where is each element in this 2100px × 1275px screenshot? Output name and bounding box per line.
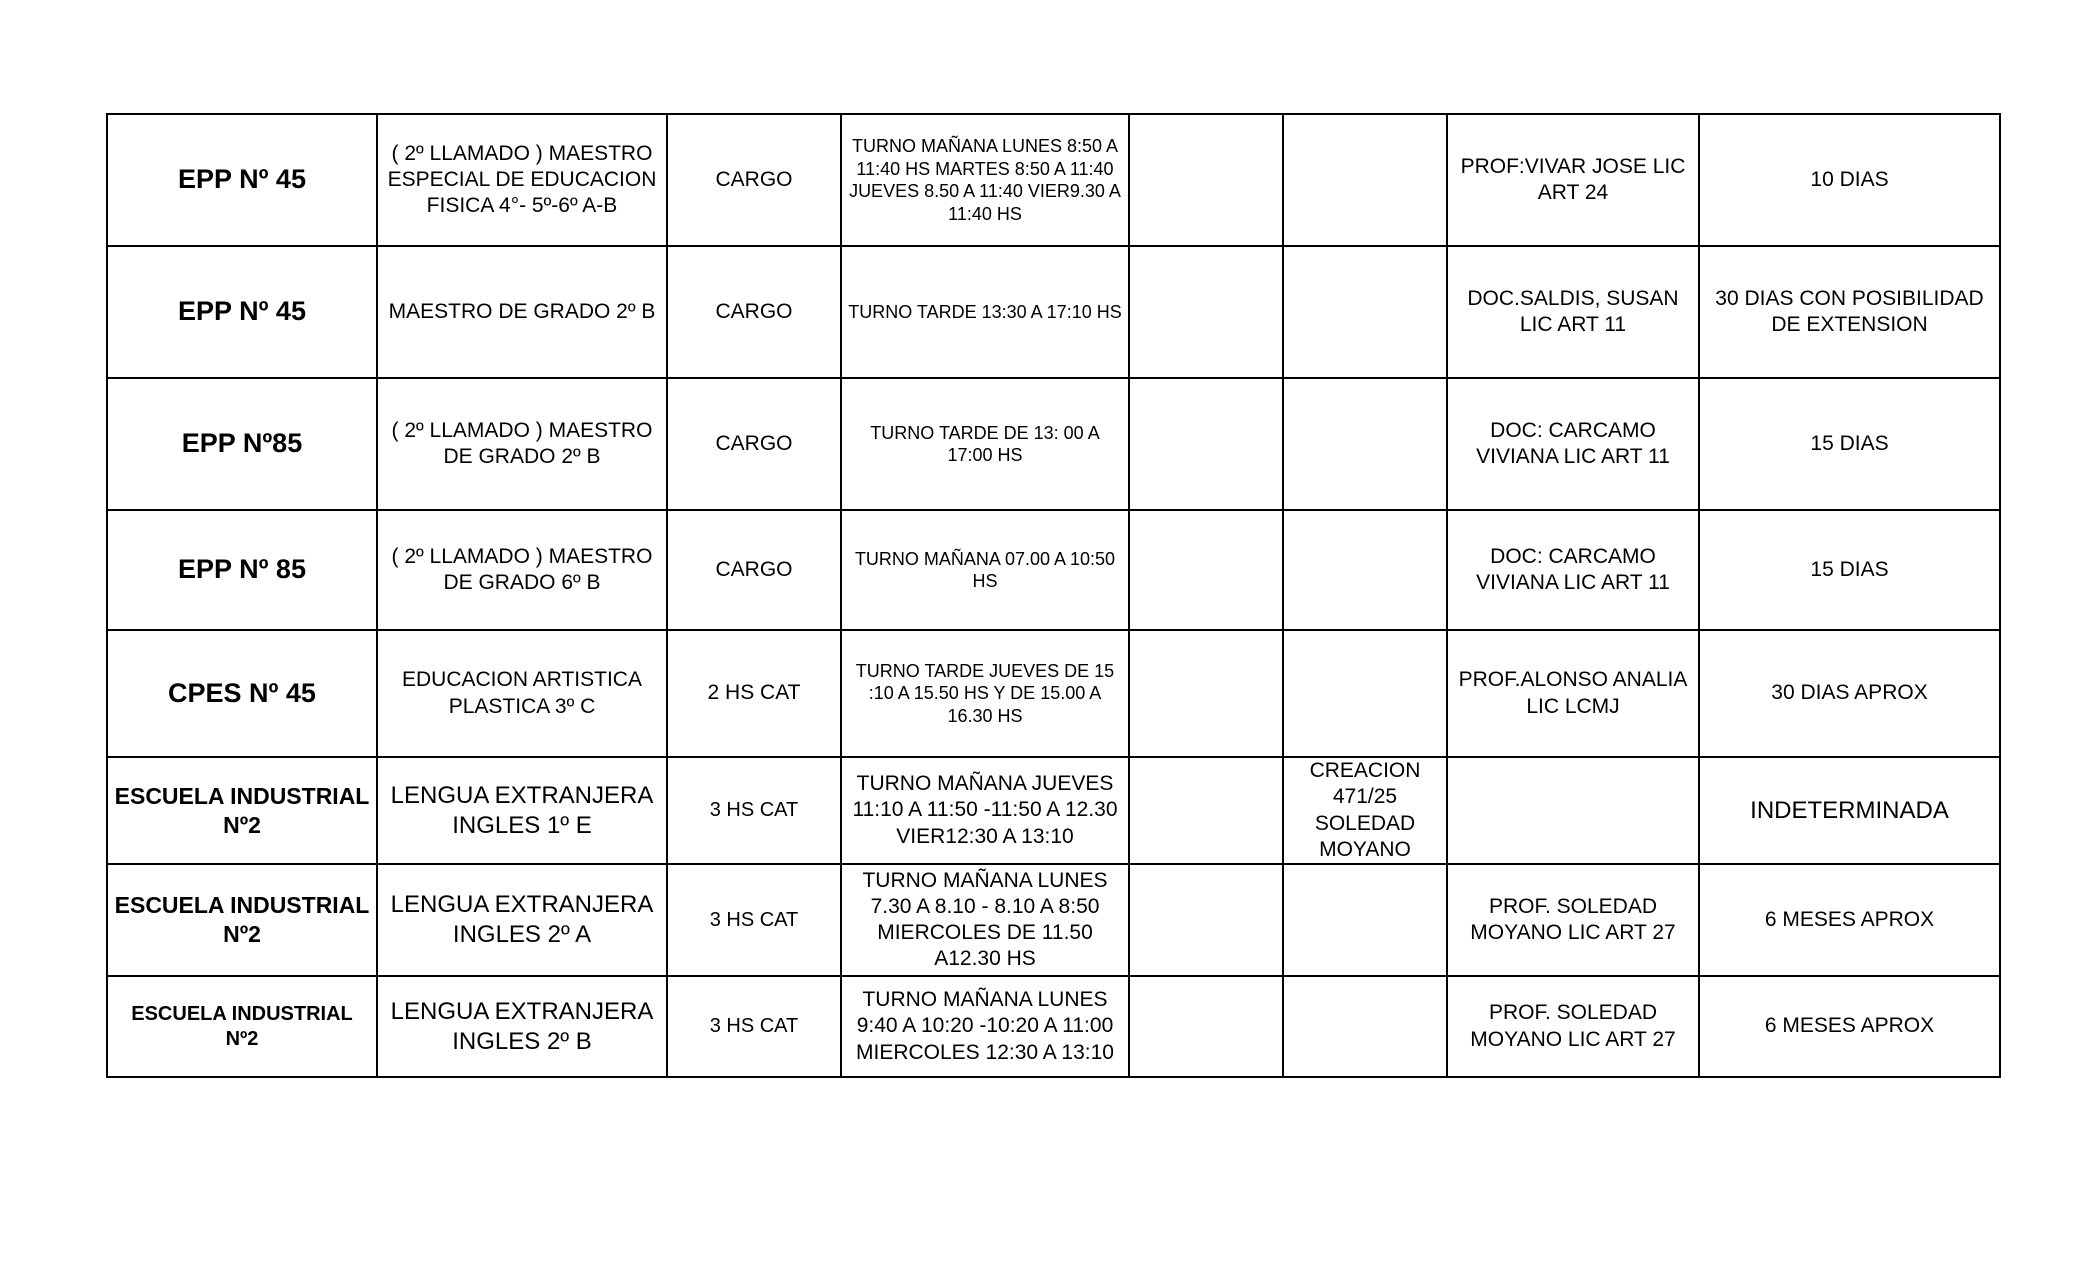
- empty-cell: [1129, 976, 1283, 1077]
- replaces-cell: PROF. SOLEDAD MOYANO LIC ART 27: [1447, 976, 1699, 1077]
- school-cell: EPP Nº85: [107, 378, 377, 510]
- type-cell: CARGO: [667, 510, 841, 630]
- type-cell: 2 HS CAT: [667, 630, 841, 757]
- replaces-cell: DOC: CARCAMO VIVIANA LIC ART 11: [1447, 510, 1699, 630]
- empty-cell: [1129, 864, 1283, 976]
- schedule-cell: TURNO MAÑANA LUNES 9:40 A 10:20 -10:20 A 11:00 MIERCOLES 12:30 A 13:10: [841, 976, 1129, 1077]
- role-cell: ( 2º LLAMADO ) MAESTRO DE GRADO 6º B: [377, 510, 667, 630]
- duration-cell: 15 DIAS: [1699, 510, 2000, 630]
- resolution-cell: [1283, 246, 1447, 378]
- type-cell: CARGO: [667, 114, 841, 246]
- schedule-cell: TURNO MAÑANA LUNES 8:50 A 11:40 HS MARTES 8:50 A 11:40 JUEVES 8.50 A 11:40 VIER9.30 A 11:40 HS: [841, 114, 1129, 246]
- resolution-cell: [1283, 864, 1447, 976]
- school-cell: ESCUELA INDUSTRIAL Nº2: [107, 864, 377, 976]
- role-cell: MAESTRO DE GRADO 2º B: [377, 246, 667, 378]
- school-cell: EPP Nº 45: [107, 246, 377, 378]
- resolution-cell: [1283, 630, 1447, 757]
- schedule-cell: TURNO MAÑANA LUNES 7.30 A 8.10 - 8.10 A 8:50 MIERCOLES DE 11.50 A12.30 HS: [841, 864, 1129, 976]
- duration-cell: 30 DIAS CON POSIBILIDAD DE EXTENSION: [1699, 246, 2000, 378]
- replaces-cell: PROF:VIVAR JOSE LIC ART 24: [1447, 114, 1699, 246]
- table-row: [107, 976, 2000, 1077]
- schedule-cell: TURNO MAÑANA JUEVES 11:10 A 11:50 -11:50 A 12.30 VIER12:30 A 13:10: [841, 757, 1129, 864]
- duration-cell: 15 DIAS: [1699, 378, 2000, 510]
- resolution-cell: [1283, 510, 1447, 630]
- resolution-cell: [1283, 976, 1447, 1077]
- schedule-cell: TURNO TARDE JUEVES DE 15 :10 A 15.50 HS Y DE 15.00 A 16.30 HS: [841, 630, 1129, 757]
- role-cell: LENGUA EXTRANJERA INGLES 2º A: [377, 864, 667, 976]
- replaces-cell: DOC.SALDIS, SUSAN LIC ART 11: [1447, 246, 1699, 378]
- type-cell: CARGO: [667, 378, 841, 510]
- table-row: [107, 757, 2000, 864]
- type-cell: CARGO: [667, 246, 841, 378]
- table-row: [107, 864, 2000, 976]
- role-cell: LENGUA EXTRANJERA INGLES 1º E: [377, 757, 667, 864]
- school-cell: CPES Nº 45: [107, 630, 377, 757]
- table-row: [107, 510, 2000, 630]
- empty-cell: [1129, 630, 1283, 757]
- role-cell: EDUCACION ARTISTICA PLASTICA 3º C: [377, 630, 667, 757]
- role-cell: LENGUA EXTRANJERA INGLES 2º B: [377, 976, 667, 1077]
- schedule-cell: TURNO TARDE DE 13: 00 A 17:00 HS: [841, 378, 1129, 510]
- duration-cell: INDETERMINADA: [1699, 757, 2000, 864]
- type-cell: 3 HS CAT: [667, 864, 841, 976]
- table-row: [107, 114, 2000, 246]
- duration-cell: 10 DIAS: [1699, 114, 2000, 246]
- resolution-cell: [1283, 378, 1447, 510]
- empty-cell: [1129, 114, 1283, 246]
- schedule-cell: TURNO TARDE 13:30 A 17:10 HS: [841, 246, 1129, 378]
- empty-cell: [1129, 510, 1283, 630]
- school-cell: ESCUELA INDUSTRIAL Nº2: [107, 976, 377, 1077]
- schedule-cell: TURNO MAÑANA 07.00 A 10:50 HS: [841, 510, 1129, 630]
- replaces-cell: DOC: CARCAMO VIVIANA LIC ART 11: [1447, 378, 1699, 510]
- role-cell: ( 2º LLAMADO ) MAESTRO DE GRADO 2º B: [377, 378, 667, 510]
- empty-cell: [1129, 378, 1283, 510]
- table-row: [107, 378, 2000, 510]
- replaces-cell: PROF. SOLEDAD MOYANO LIC ART 27: [1447, 864, 1699, 976]
- replaces-cell: PROF.ALONSO ANALIA LIC LCMJ: [1447, 630, 1699, 757]
- school-cell: ESCUELA INDUSTRIAL Nº2: [107, 757, 377, 864]
- duration-cell: 6 MESES APROX: [1699, 864, 2000, 976]
- resolution-cell: CREACION 471/25 SOLEDAD MOYANO: [1283, 757, 1447, 864]
- table-row: [107, 246, 2000, 378]
- duration-cell: 6 MESES APROX: [1699, 976, 2000, 1077]
- school-cell: EPP Nº 45: [107, 114, 377, 246]
- vacancies-table: [106, 113, 2001, 1078]
- role-cell: ( 2º LLAMADO ) MAESTRO ESPECIAL DE EDUCACION FISICA 4°- 5º-6º A-B: [377, 114, 667, 246]
- type-cell: 3 HS CAT: [667, 976, 841, 1077]
- duration-cell: 30 DIAS APROX: [1699, 630, 2000, 757]
- empty-cell: [1129, 246, 1283, 378]
- empty-cell: [1129, 757, 1283, 864]
- school-cell: EPP Nº 85: [107, 510, 377, 630]
- type-cell: 3 HS CAT: [667, 757, 841, 864]
- table-row: [107, 630, 2000, 757]
- resolution-cell: [1283, 114, 1447, 246]
- replaces-cell: [1447, 757, 1699, 864]
